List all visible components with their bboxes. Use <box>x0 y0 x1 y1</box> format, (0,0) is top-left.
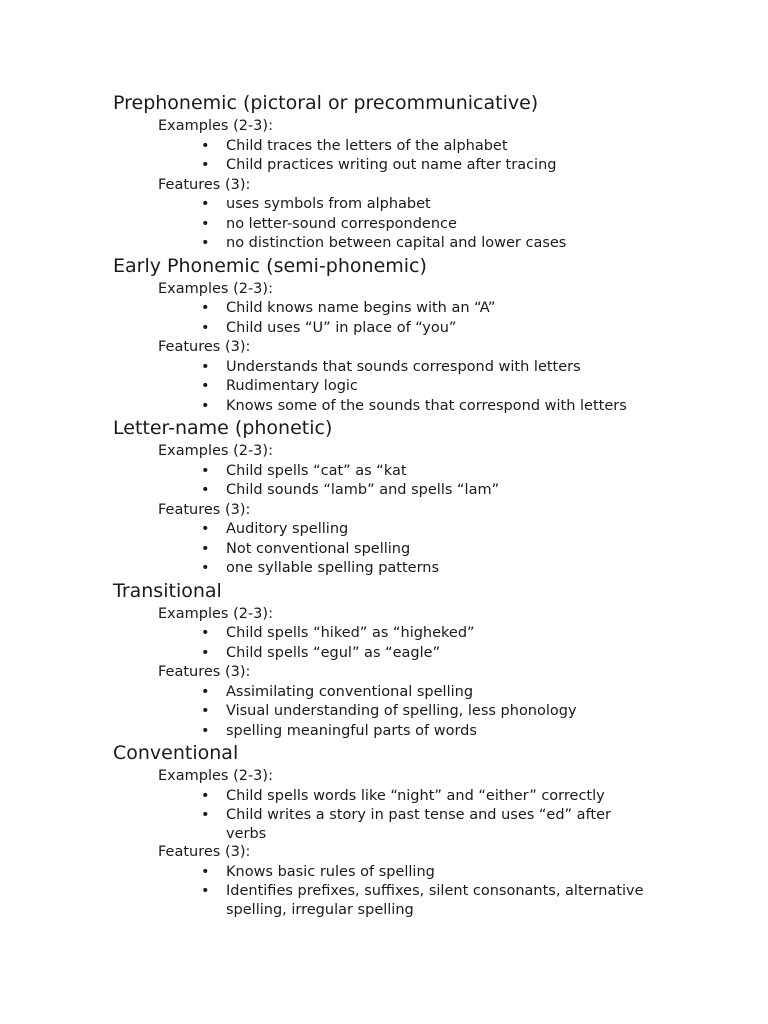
list-item: • Visual understanding of spelling, less phonology <box>226 702 673 722</box>
stage-prephonemic <box>113 91 673 254</box>
features-list <box>113 520 673 579</box>
list-item: • uses symbols from alphabet <box>226 195 673 215</box>
list-item: • Identifies prefixes, suffixes, silent consonants, alternative spelling, irregular spelling <box>226 882 673 919</box>
list-item: • Understands that sounds correspond with letters <box>226 358 673 378</box>
features-list <box>113 195 673 254</box>
list-item: • Child sounds “lamb” and spells “lam” <box>226 481 673 501</box>
features-label: Features (3): <box>158 176 251 193</box>
examples-list <box>113 787 673 844</box>
list-item: • Child traces the letters of the alphabet <box>226 137 673 157</box>
stage-title: Transitional <box>113 579 222 602</box>
features-list <box>113 358 673 417</box>
examples-label: Examples (2-3): <box>158 768 273 784</box>
features-list <box>113 683 673 742</box>
examples-list <box>113 462 673 501</box>
examples-list <box>113 137 673 176</box>
list-item: • no letter-sound correspondence <box>226 215 673 235</box>
stage-title: Letter-name (phonetic) <box>113 417 333 439</box>
document-page <box>113 91 673 919</box>
list-item: • Knows some of the sounds that correspond with letters <box>226 397 673 417</box>
stage-early-phonemic <box>113 254 673 417</box>
examples-label: Examples (2-3): <box>158 605 273 622</box>
list-item: • Knows basic rules of spelling <box>226 863 673 883</box>
list-item: • Not conventional spelling <box>226 540 673 560</box>
list-item: • Child uses “U” in place of “you” <box>226 319 673 339</box>
examples-label: Examples (2-3): <box>158 118 273 134</box>
features-label: Features (3): <box>158 339 251 355</box>
features-label: Features (3): <box>158 844 251 860</box>
examples-label: Examples (2-3): <box>158 280 273 297</box>
stage-title: Prephonemic (pictoral or precommunicative) <box>113 92 539 114</box>
list-item: • Child practices writing out name after tracing <box>226 156 673 176</box>
list-item: • Auditory spelling <box>226 520 673 540</box>
list-item: • Child writes a story in past tense and uses “ed” after verbs <box>226 806 673 843</box>
features-list <box>113 863 673 920</box>
stage-letter-name <box>113 416 673 579</box>
list-item: • Child spells words like “night” and “either” correctly <box>226 787 673 807</box>
list-item: • Child spells “egul” as “eagle” <box>226 644 673 664</box>
list-item: • Child spells “hiked” as “higheked” <box>226 624 673 644</box>
list-item: • one syllable spelling patterns <box>226 559 673 579</box>
stage-title: Early Phonemic (semi-phonemic) <box>113 254 427 277</box>
examples-list <box>113 299 673 338</box>
stage-conventional <box>113 741 673 919</box>
features-label: Features (3): <box>158 664 251 680</box>
list-item: • spelling meaningful parts of words <box>226 722 673 742</box>
list-item: • Rudimentary logic <box>226 377 673 397</box>
list-item: • Child spells “cat” as “kat <box>226 462 673 482</box>
stage-transitional <box>113 579 673 742</box>
examples-label: Examples (2-3): <box>158 443 273 459</box>
stage-title: Conventional <box>113 742 239 764</box>
features-label: Features (3): <box>158 501 251 518</box>
list-item: • no distinction between capital and lower cases <box>226 234 673 254</box>
examples-list <box>113 624 673 663</box>
list-item: • Assimilating conventional spelling <box>226 683 673 703</box>
list-item: • Child knows name begins with an “A” <box>226 299 673 319</box>
